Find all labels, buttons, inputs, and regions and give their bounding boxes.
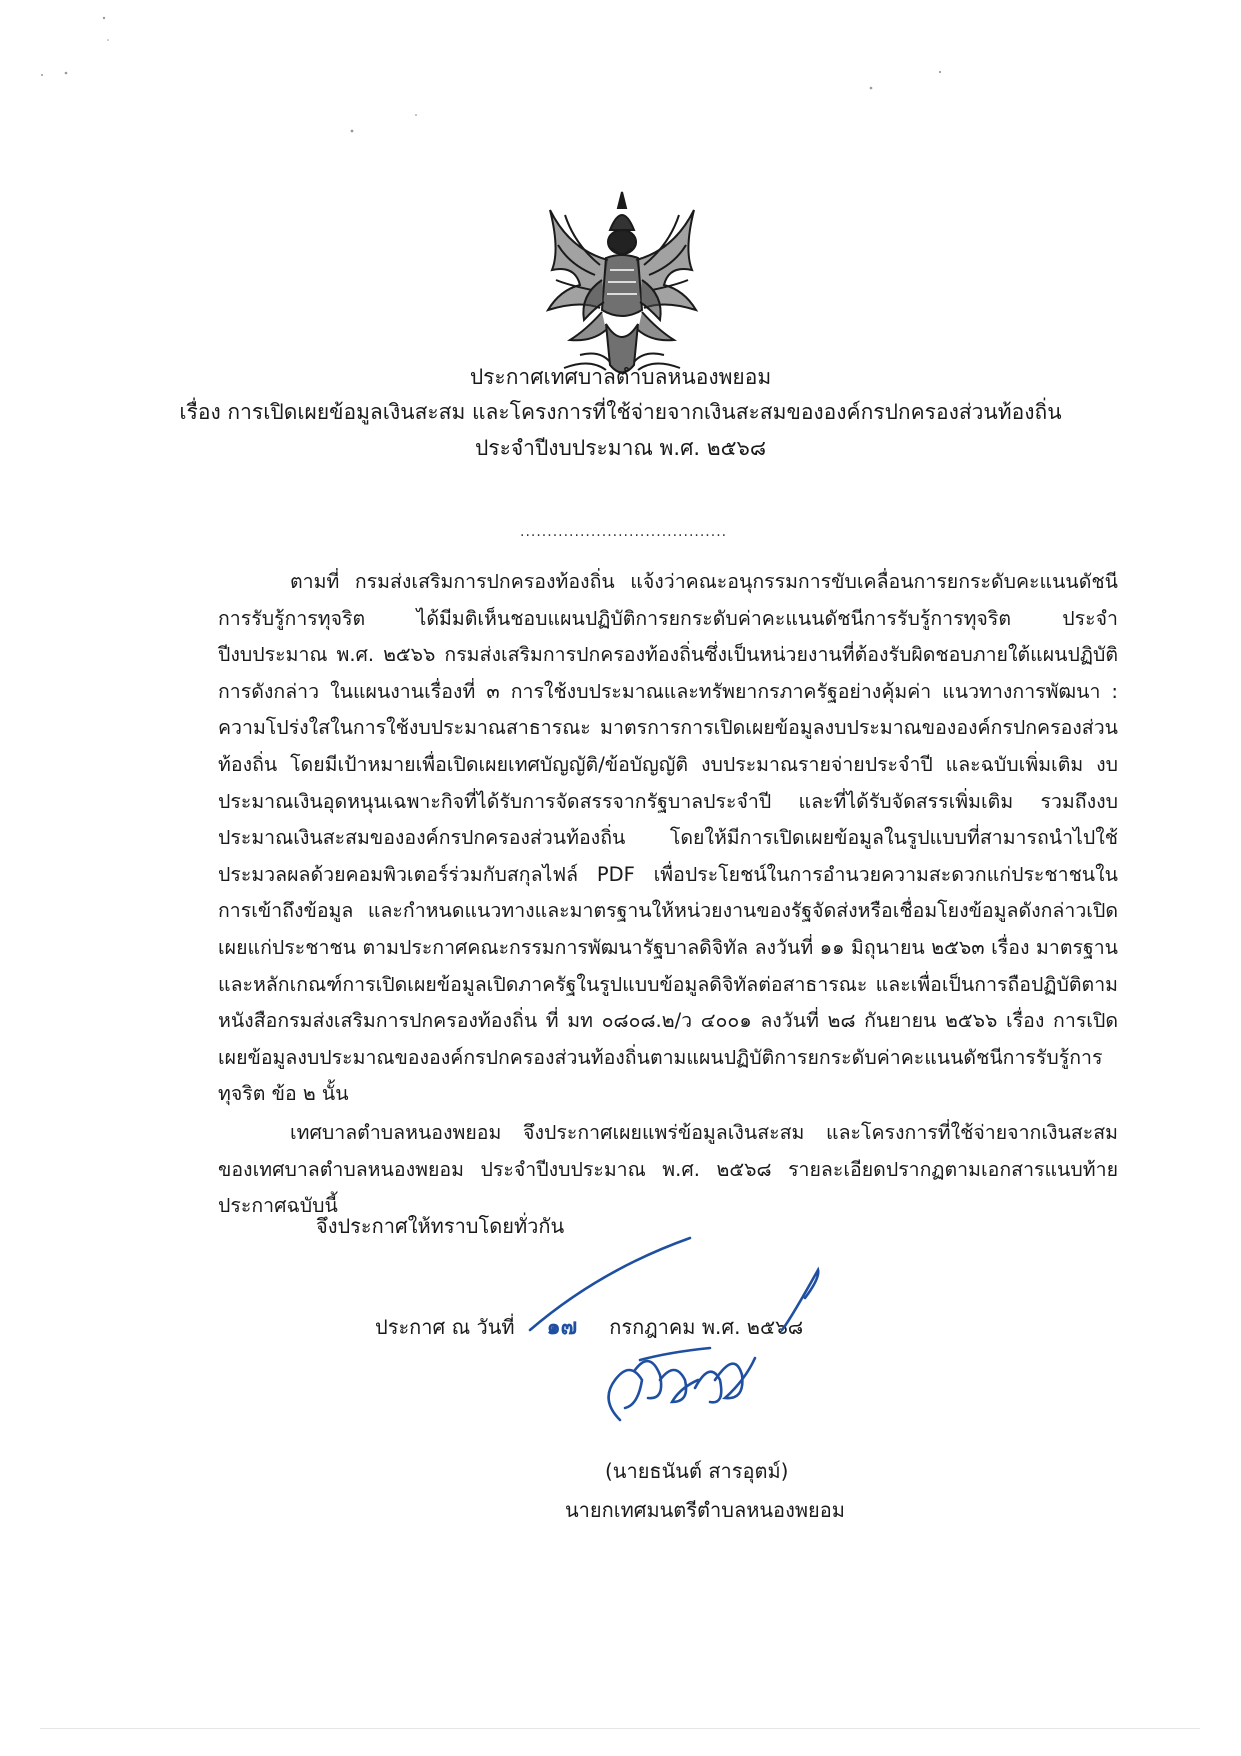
handwritten-signature-icon	[520, 1230, 840, 1440]
page-bottom-edge	[40, 1728, 1200, 1729]
handwritten-day: ๑๗	[546, 1315, 578, 1340]
dateline-prefix: ประกาศ ณ วันที่	[375, 1315, 515, 1339]
fiscal-year-line: ประจำปีงบประมาณ พ.ศ. ๒๕๖๘	[474, 436, 767, 460]
announcement-subject: เรื่อง การเปิดเผยข้อมูลเงินสะสม และโครงการที่ใช้จ่ายจากเงินสะสมขององค์กรปกครองส่วนท้องถิ่น	[179, 400, 1062, 424]
title-separator: ......................................	[520, 524, 728, 540]
body-paragraph-2: เทศบาลตำบลหนองพยอม จึงประกาศเผยแพร่ข้อมูลเงินสะสม และโครงการที่ใช้จ่ายจากเงินสะสมของเทศบาลตำบลหนองพยอม ประจำปีงบประมาณ พ.ศ. ๒๕๖๘ รายละเอียดปรากฏตามเอกสารแนบท้ายประกาศฉบับนี้	[218, 1120, 1118, 1218]
garuda-emblem-icon	[540, 190, 705, 385]
body-paragraph-1: ตามที่ กรมส่งเสริมการปกครองท้องถิ่น แจ้งว่าคณะอนุกรรมการขับเคลื่อนการยกระดับคะแนนดัชนีการรับรู้การทุจริต ได้มีมติเห็นชอบแผนปฏิบัติการยกระดับค่าคะแนนดัชนีการรับรู้การทุจริต ประจำปีงบประมาณ พ.ศ. ๒๕๖๖ กรมส่งเสริมการปกครองท้องถิ่นซึ่งเป็นหน่วยงานที่ต้องรับผิดชอบภายใต้แผนปฏิบัติการดังกล่าว ในแผนงานเรื่องที่ ๓ การใช้งบประมาณและทรัพยากรภาครัฐอย่างคุ้มค่า แนวทางการพัฒนา : ความโปร่งใสในการใช้งบประมาณสาธารณะ มาตรการการเปิดเผยข้อมูลงบประมาณขององค์กรปกครองส่วนท้องถิ่น โดยมีเป้าหมายเพื่อเปิดเผยเทศบัญญัติ/ข้อบัญญัติ งบประมาณรายจ่ายประจำปี และฉบับเพิ่มเติม งบประมาณเงินอุดหนุนเฉพาะกิจที่ได้รับการจัดสรรจากรัฐบาลประจำปี และที่ได้รับจัดสรรเพิ่มเติม รวมถึงงบประมาณเงินสะสมขององค์กรปกครองส่วนท้องถิ่น โดยให้มีการเปิดเผยข้อมูลในรูปแบบที่สามารถนำไปใช้ประมวลผลด้วยคอมพิวเตอร์ร่วมกับสกุลไฟล์ PDF เพื่อประโยชน์ในการอำนวยความสะดวกแก่ประชาชนในการเข้าถึงข้อมูล และกำหนดแนวทางและมาตรฐานให้หน่วยงานของรัฐจัดส่งหรือเชื่อมโยงข้อมูลดังกล่าวเปิดเผยแก่ประชาชน ตามประกาศคณะกรรมการพัฒนารัฐบาลดิจิทัล ลงวันที่ ๑๑ มิถุนายน ๒๕๖๓ เรื่อง มาตรฐานและหลักเกณฑ์การเปิดเผยข้อมูลเปิดภาครัฐในรูปแบบข้อมูลดิจิทัลต่อสาธารณะ และเพื่อเป็นการถือปฏิบัติตามหนังสือกรมส่งเสริมการปกครองท้องถิ่น ที่ มท ๐๘๐๘.๒/ว ๔๐๐๑ ลงวันที่ ๒๘ กันยายน ๒๕๖๖ เรื่อง การเปิดเผยข้อมูลงบประมาณขององค์กรปกครองส่วนท้องถิ่นตามแผนปฏิบัติการยกระดับค่าคะแนนดัชนีการรับรู้การทุจริต ข้อ ๒ นั้น	[218, 570, 1118, 1106]
announcement-body	[218, 564, 1118, 1225]
signatory-name: (นายธนันต์ สารอุตม์)	[605, 1459, 789, 1483]
dateline-month-year: กรกฎาคม พ.ศ. ๒๕๖๘	[609, 1315, 804, 1339]
announcement-title: ประกาศเทศบาลตำบลหนองพยอม	[469, 365, 772, 389]
signatory-title: นายกเทศมนตรีตำบลหนองพยอม	[565, 1498, 845, 1522]
scan-speck-marks	[0, 0, 1241, 160]
closing-statement: จึงประกาศให้ทราบโดยทั่วกัน	[316, 1214, 565, 1238]
